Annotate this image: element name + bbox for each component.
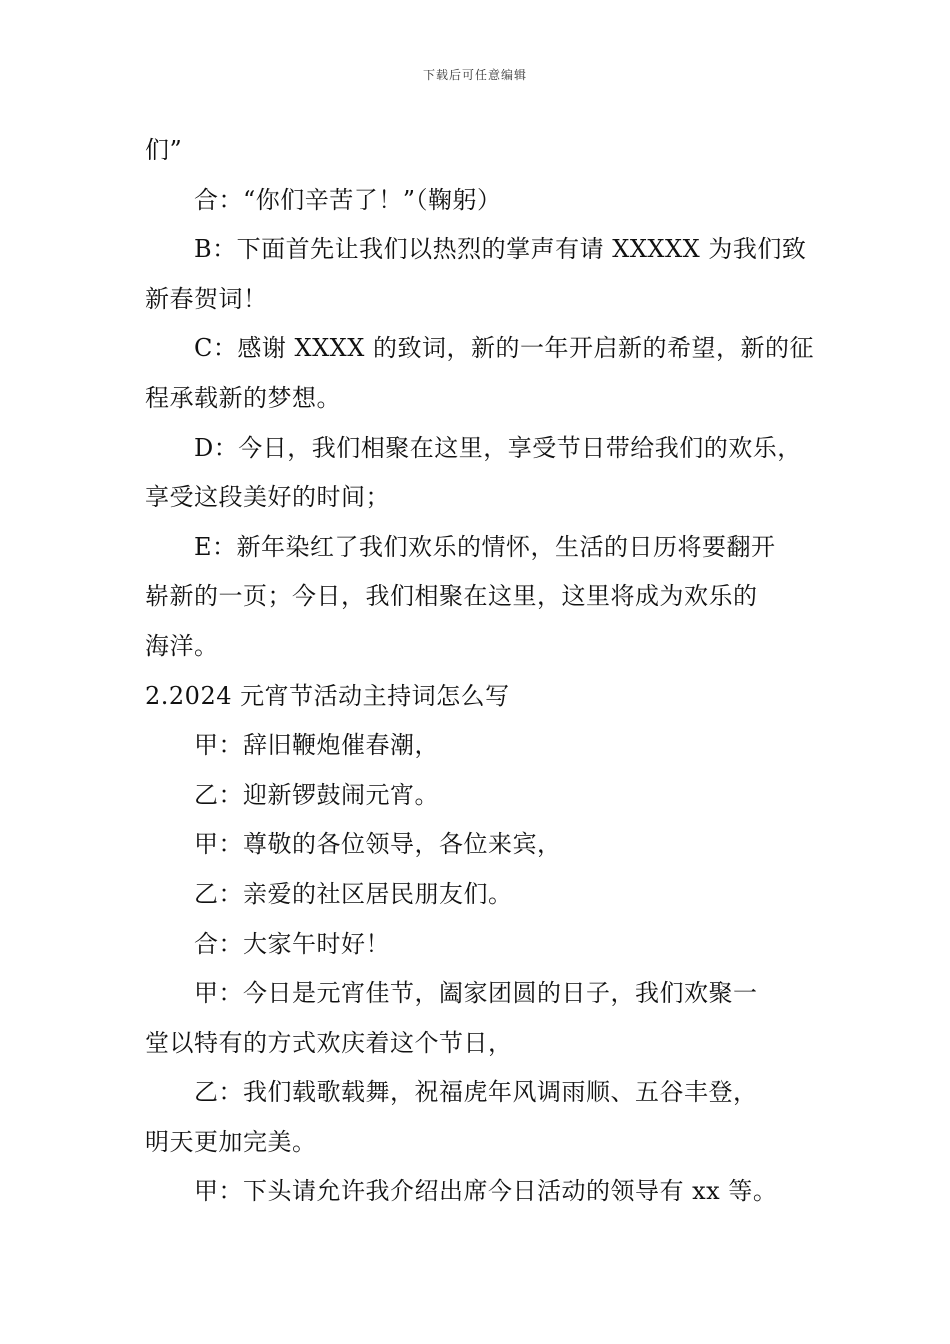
text-line: 新春贺词！ xyxy=(145,284,268,313)
text-line: 们” xyxy=(145,136,183,164)
text-line: E：新年染红了我们欢乐的情怀，生活的日历将要翻开 xyxy=(194,532,776,561)
text-line: 海洋。 xyxy=(145,631,219,660)
text-line: 享受这段美好的时间； xyxy=(145,483,390,512)
section-heading: 2.2024 元宵节活动主持词怎么写 xyxy=(145,681,510,710)
text-line: 合：“你们辛苦了！”（鞠躬） xyxy=(194,185,502,214)
text-line: B：下面首先让我们以热烈的掌声有请 XXXXX 为我们致 xyxy=(194,235,807,264)
text-line: 乙：亲爱的社区居民朋友们。 xyxy=(194,879,513,908)
text-line: D：今日，我们相聚在这里，享受节日带给我们的欢乐， xyxy=(194,433,802,462)
text-line: 甲：尊敬的各位领导，各位来宾， xyxy=(194,830,562,859)
text-line: C：感谢 XXXX 的致词，新的一年开启新的希望，新的征 xyxy=(194,334,814,363)
text-line: 乙：迎新锣鼓闹元宵。 xyxy=(194,780,439,809)
text-line: 程承载新的梦想。 xyxy=(145,383,341,412)
text-line: 甲：下头请允许我介绍出席今日活动的领导有 xx 等。 xyxy=(194,1177,778,1206)
text-line: 甲：辞旧鞭炮催春潮， xyxy=(194,731,439,760)
document-body xyxy=(145,126,817,1217)
text-line: 乙：我们载歌载舞，祝福虎年风调雨顺、五谷丰登， xyxy=(194,1078,758,1107)
page-header: 下载后可任意编辑 xyxy=(422,68,527,82)
text-line: 明天更加完美。 xyxy=(145,1127,317,1156)
text-line: 合：大家午时好！ xyxy=(194,929,390,958)
text-line: 崭新的一页；今日，我们相聚在这里，这里将成为欢乐的 xyxy=(145,582,758,611)
text-line: 堂以特有的方式欢庆着这个节日， xyxy=(145,1028,513,1057)
text-line: 甲：今日是元宵佳节，阖家团圆的日子，我们欢聚一 xyxy=(194,979,758,1008)
